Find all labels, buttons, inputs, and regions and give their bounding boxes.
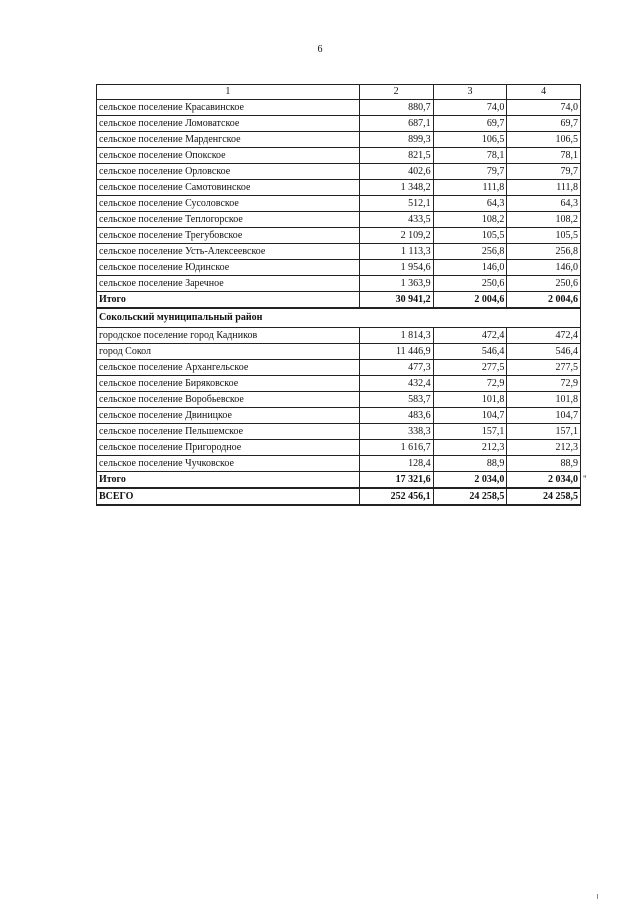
col-3-value-cell: 546,4 <box>433 344 507 360</box>
settlement-name-cell: сельское поселение Пельшемское <box>97 424 360 440</box>
col-3-value-cell: 79,7 <box>433 164 507 180</box>
table-row <box>97 360 581 376</box>
col-2-value-cell: 252 456,1 <box>359 488 433 505</box>
col-4-value-cell: 74,0 <box>507 100 581 116</box>
scan-mark <box>597 894 598 899</box>
total-row <box>97 488 581 505</box>
total-row <box>97 472 581 489</box>
col-3-value-cell: 69,7 <box>433 116 507 132</box>
table-row <box>97 376 581 392</box>
table-row <box>97 100 581 116</box>
col-4-value-cell: 101,8 <box>507 392 581 408</box>
table-row <box>97 148 581 164</box>
col-3-value-cell: 78,1 <box>433 148 507 164</box>
col-2-value-cell: 483,6 <box>359 408 433 424</box>
settlement-name-cell: сельское поселение Биряковское <box>97 376 360 392</box>
table-row <box>97 440 581 456</box>
settlement-name-cell: сельское поселение Теплогорское <box>97 212 360 228</box>
col-2-value-cell: 433,5 <box>359 212 433 228</box>
table-row <box>97 212 581 228</box>
table-row <box>97 456 581 472</box>
col-2-value-cell: 899,3 <box>359 132 433 148</box>
col-3-value-cell: 277,5 <box>433 360 507 376</box>
col-3-value-cell: 74,0 <box>433 100 507 116</box>
col-4-value-cell: 146,0 <box>507 260 581 276</box>
settlement-name-cell: город Сокол <box>97 344 360 360</box>
settlement-name-cell: сельское поселение Красавинское <box>97 100 360 116</box>
table-row <box>97 228 581 244</box>
col-2-value-cell: 583,7 <box>359 392 433 408</box>
col-4-value-cell: 79,7 <box>507 164 581 180</box>
data-table <box>96 84 581 506</box>
col-2-value-cell: 477,3 <box>359 360 433 376</box>
col-2-value-cell: 30 941,2 <box>359 292 433 309</box>
col-2-value-cell: 1 954,6 <box>359 260 433 276</box>
col-3-value-cell: 472,4 <box>433 328 507 344</box>
col-4-value-cell: 472,4 <box>507 328 581 344</box>
col-2-value-cell: 338,3 <box>359 424 433 440</box>
settlement-name-cell: сельское поселение Самотовинское <box>97 180 360 196</box>
col-4-value-cell: 104,7 <box>507 408 581 424</box>
table-header-row <box>97 85 581 100</box>
col-2-value-cell: 128,4 <box>359 456 433 472</box>
settlement-name-cell: Итого <box>97 292 360 309</box>
col-4-value-cell: 88,9 <box>507 456 581 472</box>
settlement-name-cell: сельское поселение Заречное <box>97 276 360 292</box>
settlement-name-cell: ВСЕГО <box>97 488 360 505</box>
col-3-value-cell: 104,7 <box>433 408 507 424</box>
col-4-value-cell: 212,3 <box>507 440 581 456</box>
col-3-value-cell: 2 034,0 <box>433 472 507 489</box>
settlement-name-cell: сельское поселение Опокское <box>97 148 360 164</box>
settlement-name-cell: сельское поселение Юдинское <box>97 260 360 276</box>
col-2-value-cell: 512,1 <box>359 196 433 212</box>
table-row <box>97 344 581 360</box>
settlement-name-cell: сельское поселение Сусоловское <box>97 196 360 212</box>
col-4-value-cell: 105,5 <box>507 228 581 244</box>
table-row <box>97 116 581 132</box>
table-row <box>97 424 581 440</box>
col-4-value-cell: 64,3 <box>507 196 581 212</box>
col-3-value-cell: 111,8 <box>433 180 507 196</box>
col-2-value-cell: 432,4 <box>359 376 433 392</box>
settlement-name-cell: сельское поселение Ломоватское <box>97 116 360 132</box>
col-3-value-cell: 105,5 <box>433 228 507 244</box>
col-2-value-cell: 11 446,9 <box>359 344 433 360</box>
section-header-row <box>97 308 581 328</box>
header-col-3: 3 <box>433 85 507 100</box>
settlement-name-cell: сельское поселение Воробьевское <box>97 392 360 408</box>
settlement-name-cell: сельское поселение Марденгское <box>97 132 360 148</box>
col-4-value-cell: 106,5 <box>507 132 581 148</box>
table-row <box>97 196 581 212</box>
col-4-value-cell: 72,9 <box>507 376 581 392</box>
table-row <box>97 328 581 344</box>
col-4-value-cell: 24 258,5 <box>507 488 581 505</box>
col-2-value-cell: 1 616,7 <box>359 440 433 456</box>
col-3-value-cell: 106,5 <box>433 132 507 148</box>
col-3-value-cell: 64,3 <box>433 196 507 212</box>
col-4-value-cell: 108,2 <box>507 212 581 228</box>
col-4-value-cell: 2 034,0 <box>507 472 581 489</box>
col-2-value-cell: 1 814,3 <box>359 328 433 344</box>
col-3-value-cell: 2 004,6 <box>433 292 507 309</box>
col-2-value-cell: 1 363,9 <box>359 276 433 292</box>
settlement-name-cell: Итого <box>97 472 360 489</box>
table-row <box>97 164 581 180</box>
col-4-value-cell: 250,6 <box>507 276 581 292</box>
col-3-value-cell: 108,2 <box>433 212 507 228</box>
col-2-value-cell: 880,7 <box>359 100 433 116</box>
settlement-name-cell: городское поселение город Кадников <box>97 328 360 344</box>
col-4-value-cell: 256,8 <box>507 244 581 260</box>
col-4-value-cell: 78,1 <box>507 148 581 164</box>
settlement-name-cell: сельское поселение Архангельское <box>97 360 360 376</box>
table-row <box>97 408 581 424</box>
col-4-value-cell: 277,5 <box>507 360 581 376</box>
closing-quote-mark: " <box>583 474 587 484</box>
settlement-name-cell: сельское поселение Орловское <box>97 164 360 180</box>
header-col-2: 2 <box>359 85 433 100</box>
col-4-value-cell: 157,1 <box>507 424 581 440</box>
settlement-name-cell: сельское поселение Чучковское <box>97 456 360 472</box>
table-row <box>97 260 581 276</box>
col-3-value-cell: 101,8 <box>433 392 507 408</box>
col-3-value-cell: 24 258,5 <box>433 488 507 505</box>
col-2-value-cell: 687,1 <box>359 116 433 132</box>
col-4-value-cell: 2 004,6 <box>507 292 581 309</box>
settlement-name-cell: сельское поселение Двиницкое <box>97 408 360 424</box>
settlement-name-cell: сельское поселение Трегубовское <box>97 228 360 244</box>
col-2-value-cell: 402,6 <box>359 164 433 180</box>
col-4-value-cell: 111,8 <box>507 180 581 196</box>
col-2-value-cell: 1 113,3 <box>359 244 433 260</box>
table-row <box>97 276 581 292</box>
header-col-1: 1 <box>97 85 360 100</box>
col-3-value-cell: 146,0 <box>433 260 507 276</box>
col-3-value-cell: 250,6 <box>433 276 507 292</box>
table-body <box>97 85 581 506</box>
col-2-value-cell: 1 348,2 <box>359 180 433 196</box>
table-row <box>97 132 581 148</box>
col-2-value-cell: 2 109,2 <box>359 228 433 244</box>
col-4-value-cell: 69,7 <box>507 116 581 132</box>
col-3-value-cell: 256,8 <box>433 244 507 260</box>
col-3-value-cell: 72,9 <box>433 376 507 392</box>
page-number: 6 <box>317 44 323 55</box>
col-3-value-cell: 212,3 <box>433 440 507 456</box>
table-row <box>97 244 581 260</box>
settlement-name-cell: сельское поселение Пригородное <box>97 440 360 456</box>
table-row <box>97 392 581 408</box>
col-2-value-cell: 821,5 <box>359 148 433 164</box>
settlement-name-cell: сельское поселение Усть-Алексеевское <box>97 244 360 260</box>
header-col-4: 4 <box>507 85 581 100</box>
col-3-value-cell: 88,9 <box>433 456 507 472</box>
col-3-value-cell: 157,1 <box>433 424 507 440</box>
section-title: Сокольский муниципальный район <box>97 308 581 328</box>
col-2-value-cell: 17 321,6 <box>359 472 433 489</box>
table-row <box>97 180 581 196</box>
col-4-value-cell: 546,4 <box>507 344 581 360</box>
total-row <box>97 292 581 309</box>
